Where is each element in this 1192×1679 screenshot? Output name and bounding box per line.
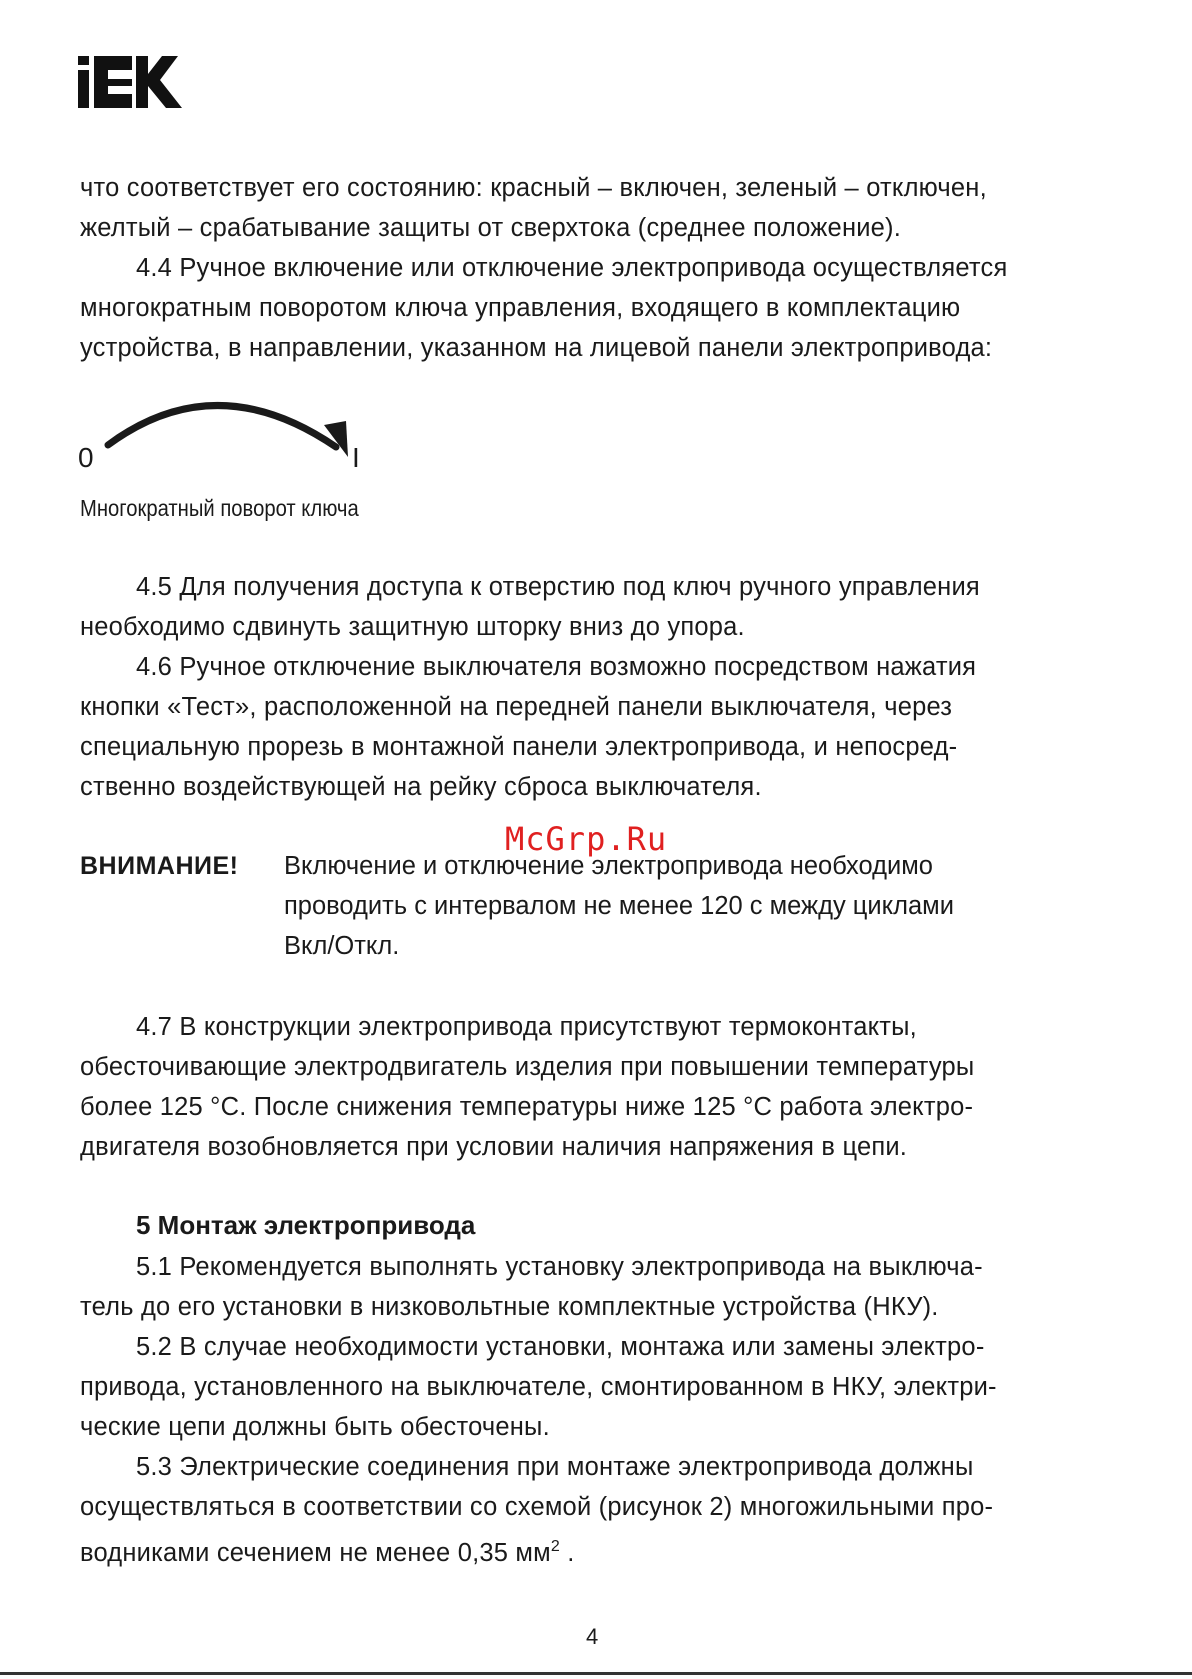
warning-text-line: Включение и отключение электропривода необходимо [284,852,933,880]
body-text-line: устройства, в направлении, указанном на лицевой панели электропривода: [80,334,993,362]
warning-label: ВНИМАНИЕ! [80,852,239,880]
position-on-label: I [352,442,360,473]
body-text-line: многократным поворотом ключа управления, входящего в комплектацию [80,294,961,322]
body-text-line: двигателя возобновляется при условии наличия напряжения в цепи. [80,1133,908,1161]
watermark: McGrp.Ru [505,820,668,858]
body-text-line: обесточивающие электродвигатель изделия при повышении температуры [80,1053,975,1081]
section-heading: 5 Монтаж электропривода [136,1210,476,1240]
figure-caption: Многократный поворот ключа [80,495,359,521]
paragraph-4-4: 4.4 Ручное включение или отключение электропривода осуществляется [136,254,1008,282]
position-off-label: 0 [78,442,94,473]
body-text-line: ственно воздействующей на рейку сброса выключателя. [80,773,762,801]
warning-text-line: проводить с интервалом не менее 120 с между циклами [284,892,954,920]
body-text-line: привода, установленного на выключателе, смонтированном в НКУ, электри- [80,1373,997,1401]
iek-logo [78,56,194,108]
body-text-line: водниками сечением не менее 0,35 $мм^2$ . [80,1538,575,1567]
body-text-line: кнопки «Тест», расположенной на передней панели выключателя, через [80,693,953,721]
rotation-arrow-icon [108,405,336,447]
bottom-rule [0,1672,1192,1675]
body-text-line: специальную прорезь в монтажной панели электропривода, и непосред- [80,733,958,761]
body-text-line: ческие цепи должны быть обесточены. [80,1413,550,1441]
body-text-line: необходимо сдвинуть защитную шторку вниз до упора. [80,613,745,641]
key-rotation-diagram [76,385,376,475]
body-text-line: что соответствует его состоянию: красный – включен, зеленый – отключен, [80,174,987,202]
body-text-line: более 125 °С. После снижения температуры ниже 125 °С работа электро- [80,1093,974,1121]
page-number: 4 [586,1624,599,1649]
paragraph-5-2: 5.2 В случае необходимости установки, монтажа или замены электро- [136,1333,985,1361]
paragraph-4-5: 4.5 Для получения доступа к отверстию под ключ ручного управления [136,573,980,601]
paragraph-5-1: 5.1 Рекомендуется выполнять установку электропривода на выключа- [136,1253,983,1281]
paragraph-4-6: 4.6 Ручное отключение выключателя возможно посредством нажатия [136,653,977,681]
paragraph-4-7: 4.7 В конструкции электропривода присутствуют термоконтакты, [136,1013,917,1041]
body-text-line: тель до его установки в низковольтные комплектные устройства (НКУ). [80,1293,939,1321]
paragraph-5-3: 5.3 Электрические соединения при монтаже электропривода должны [136,1453,974,1481]
body-text-line: осуществляться в соответствии со схемой (рисунок 2) многожильными про- [80,1493,994,1521]
warning-text-line: Вкл/Откл. [284,932,400,960]
body-text-line: желтый – срабатывание защиты от сверхтока (среднее положение). [80,214,902,242]
